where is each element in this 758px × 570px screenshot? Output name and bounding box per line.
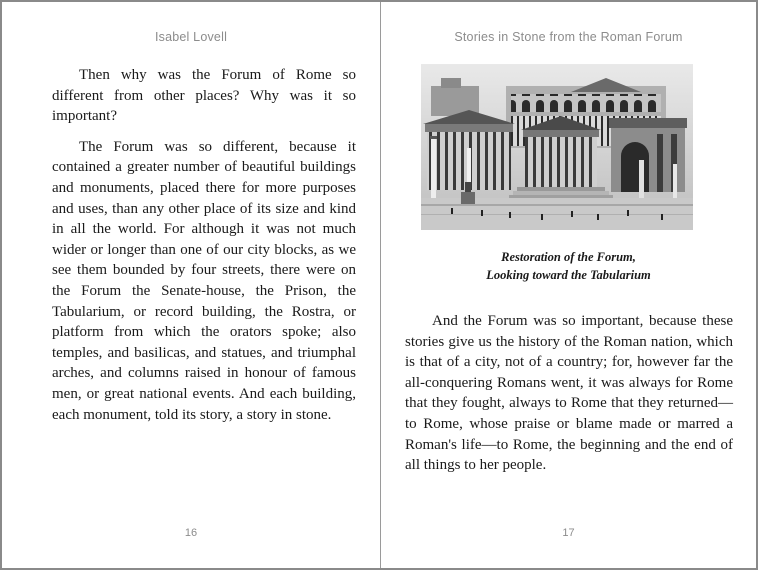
left-page-body	[52, 65, 356, 425]
caption-line: Restoration of the Forum,	[501, 250, 636, 264]
right-page-number: 17	[562, 527, 575, 539]
paragraph: And the Forum was so important, because these stories give us the history of the Roman nation, which is that of a city, not of a country; for, however far the all-conquering Romans went, it was always for Rome that they fought, always to Rome that they returned—to Rome, whose praise or blame made or marred a Roman's life—to Rome, the beginning and the end of all things to her people.	[405, 313, 733, 474]
engraving-illustration	[421, 64, 693, 230]
left-page-number: 16	[184, 527, 198, 539]
paragraph: Then why was the Forum of Rome so different from other places? Why was it so important?	[52, 67, 356, 125]
left-page[interactable]	[2, 2, 380, 568]
right-page[interactable]	[381, 2, 756, 568]
right-page-body	[405, 311, 733, 476]
forum-engraving-image	[421, 64, 693, 230]
caption-line: Looking toward the Tabularium	[486, 268, 651, 282]
paragraph: The Forum was so different, because it contained a greater number of beautiful buildings and monuments, placed there for more purposes and uses, than any other place of its size and kind in all the world. For although it was not much wider or longer than one of our city blocks, as we see them bounded by four streets, there were on the Forum the Senate-house, the Prison, the Tabularium, or record building, the Rostra, or platform from which the orators spoke; also temples, and basilicas, and statues, and triumphal arches, and columns raised in honour of famous men, or great national events. And each building, each monument, told its story, a story in stone.	[52, 138, 356, 423]
right-running-head: Stories in Stone from the Roman Forum	[454, 30, 683, 44]
figure-caption	[381, 248, 756, 284]
left-running-head: Isabel Lovell	[154, 30, 228, 44]
